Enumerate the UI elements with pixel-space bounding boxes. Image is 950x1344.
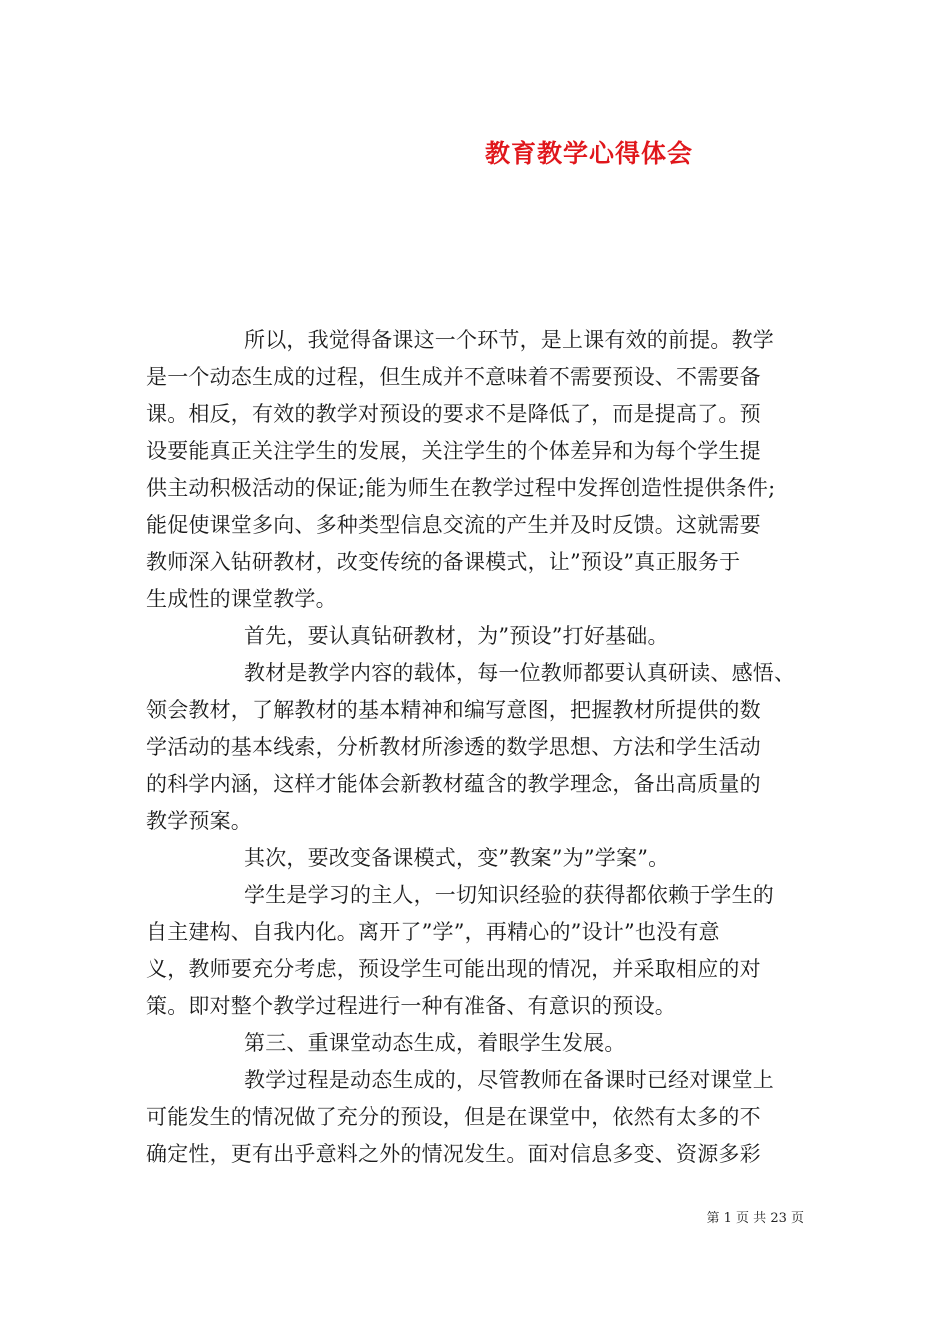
body-line: 学生是学习的主人，一切知识经验的获得都依赖于学生的 (244, 883, 774, 907)
document-title: 教育教学心得体会 (484, 139, 693, 168)
section-heading: 其次，要改变备课模式，变”教案”为”学案”。 (244, 846, 670, 870)
body-line: 策。即对整个教学过程进行一种有准备、有意识的预设。 (146, 994, 676, 1018)
body-line: 义，教师要充分考虑，预设学生可能出现的情况，并采取相应的对 (146, 957, 761, 981)
body-line: 可能发生的情况做了充分的预设，但是在课堂中，依然有太多的不 (146, 1105, 761, 1129)
body-line: 的科学内涵，这样才能体会新教材蕴含的教学理念，备出高质量的 (146, 772, 761, 796)
page-number-footer: 第 1 页 共 23 页 (706, 1211, 804, 1226)
body-line: 供主动积极活动的保证;能为师生在教学过程中发挥创造性提供条件; (146, 476, 776, 500)
body-line: 能促使课堂多向、多种类型信息交流的产生并及时反馈。这就需要 (146, 513, 761, 537)
body-line: 教学过程是动态生成的，尽管教师在备课时已经对课堂上 (244, 1068, 774, 1092)
section-heading: 第三、重课堂动态生成，着眼学生发展。 (244, 1031, 626, 1055)
body-line: 教材是教学内容的载体，每一位教师都要认真研读、感悟、 (244, 661, 796, 685)
body-line: 生成性的课堂教学。 (146, 587, 337, 611)
body-line: 学活动的基本线索，分析教材所渗透的数学思想、方法和学生活动 (146, 735, 761, 759)
section-heading: 首先，要认真钻研教材，为”预设”打好基础。 (244, 624, 669, 648)
body-line: 确定性，更有出乎意料之外的情况发生。面对信息多变、资源多彩 (146, 1142, 761, 1166)
body-line: 设要能真正关注学生的发展，关注学生的个体差异和为每个学生提 (146, 439, 761, 463)
body-line: 课。相反，有效的教学对预设的要求不是降低了，而是提高了。预 (146, 402, 761, 426)
body-line: 领会教材，了解教材的基本精神和编写意图，把握教材所提供的数 (146, 698, 761, 722)
document-body (146, 322, 816, 1173)
body-line: 教学预案。 (146, 809, 252, 833)
body-line: 所以，我觉得备课这一个环节，是上课有效的前提。教学 (244, 328, 774, 352)
body-line: 教师深入钻研教材，改变传统的备课模式，让”预设”真正服务于 (146, 550, 741, 574)
body-line: 自主建构、自我内化。离开了”学”，再精心的”设计”也没有意 (146, 920, 720, 944)
body-line: 是一个动态生成的过程，但生成并不意味着不需要预设、不需要备 (146, 365, 761, 389)
